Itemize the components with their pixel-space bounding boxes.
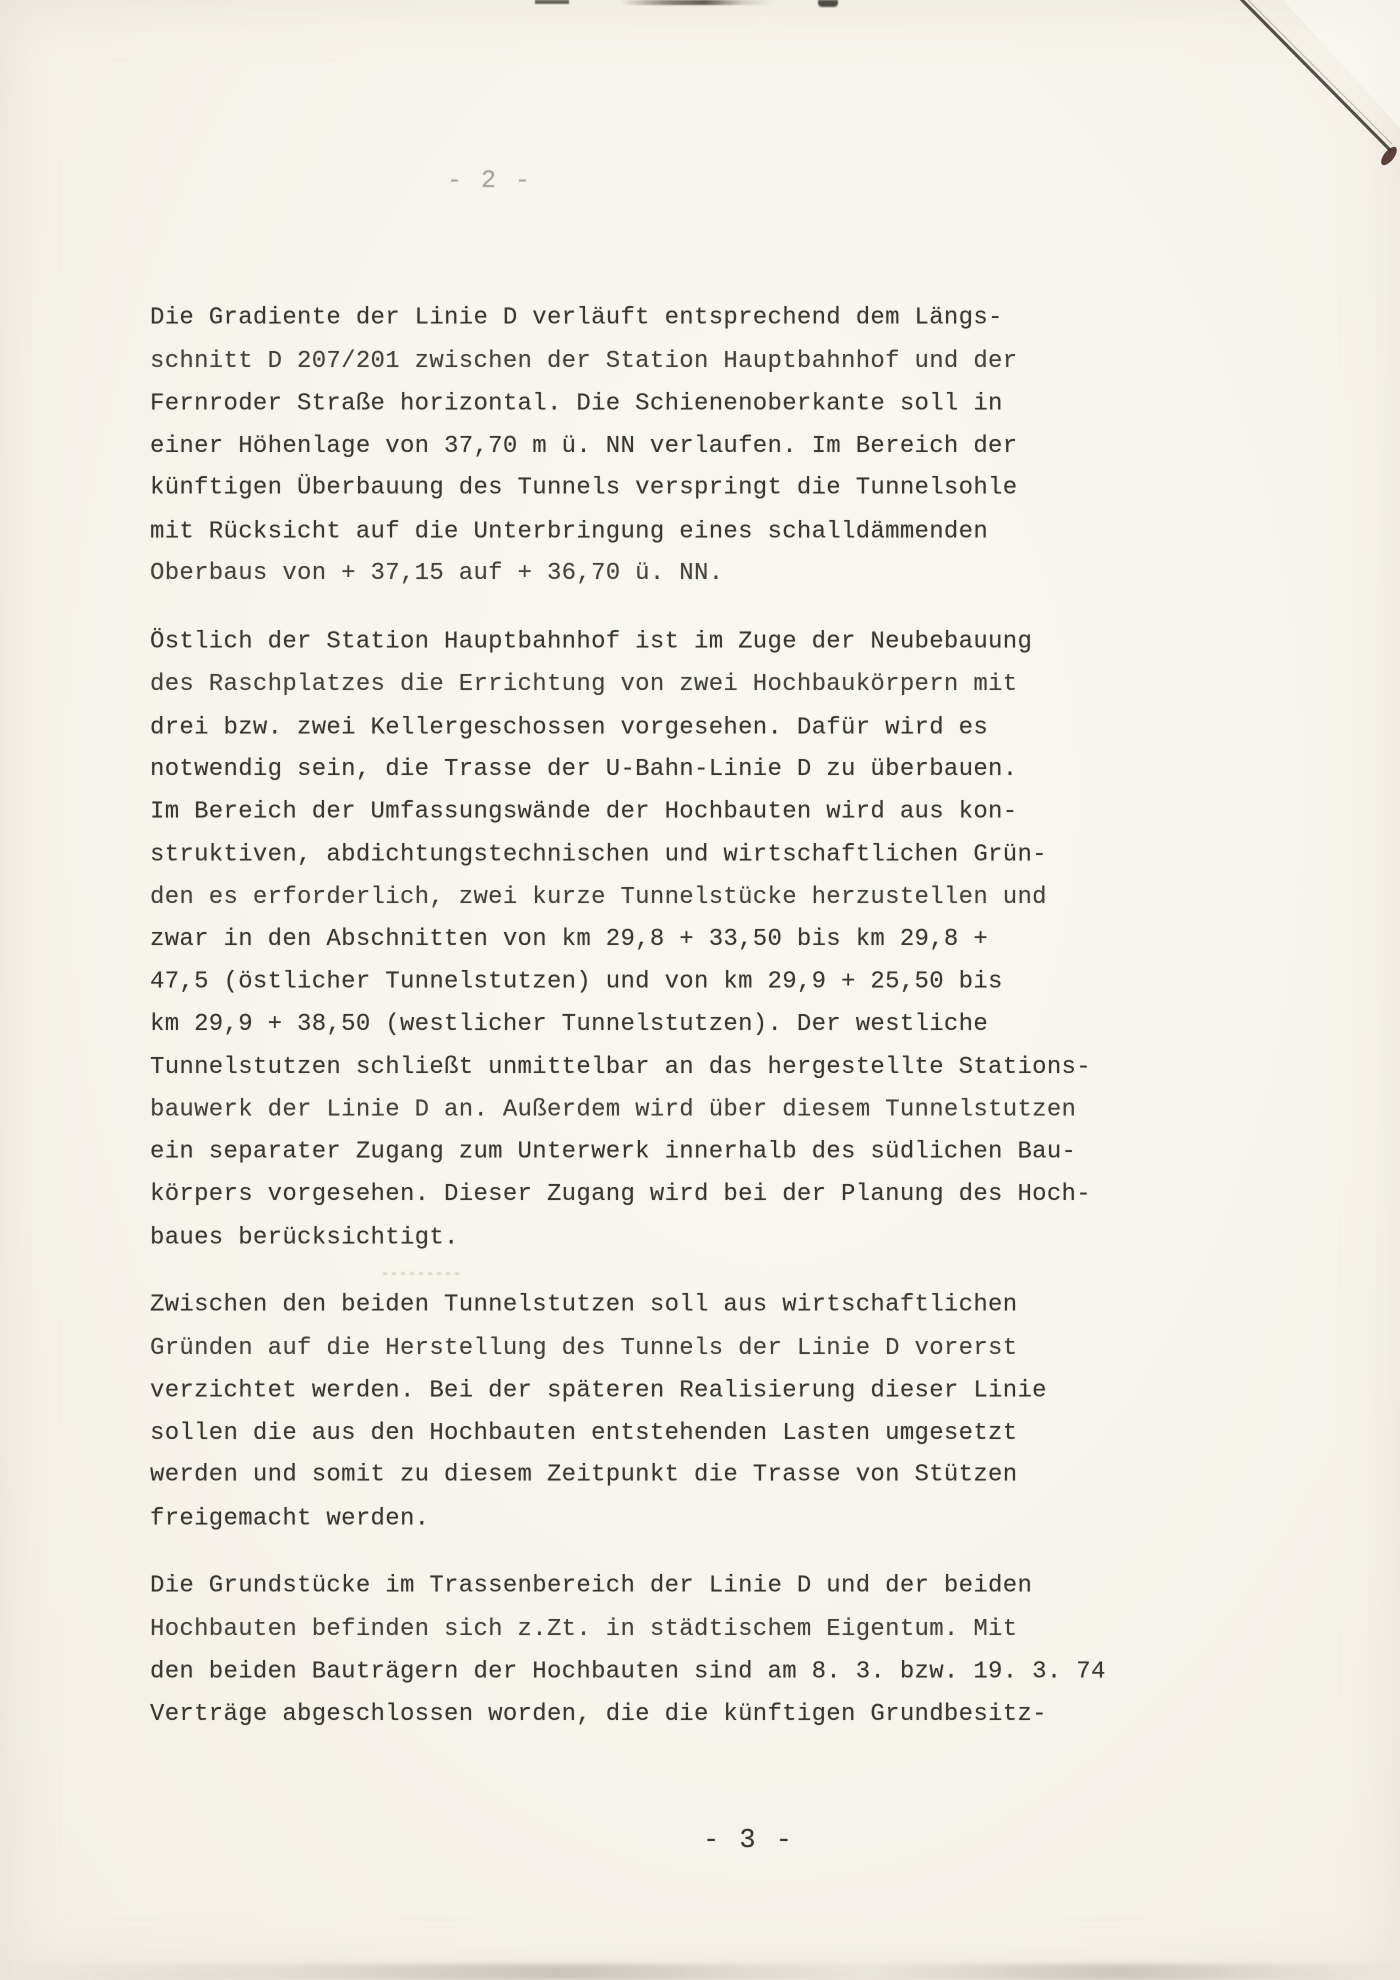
scan-smudge-top-right: [818, 0, 838, 7]
text-line: Hochbauten befinden sich z.Zt. in städtischem Eigentum. Mit: [150, 1615, 1018, 1643]
text-line: drei bzw. zwei Kellergeschossen vorgesehen. Dafür wird es: [150, 714, 989, 742]
text-line: km 29,9 + 38,50 (westlicher Tunnelstutzen). Der westliche: [150, 1011, 989, 1038]
text-line: freigemacht werden.: [150, 1505, 430, 1533]
page-number-top: - 2 -: [447, 166, 533, 195]
paragraph-tunnelstutzen: [150, 1285, 1250, 1540]
text-line: einer Höhenlage von 37,70 m ü. NN verlaufen. Im Bereich der: [150, 432, 1018, 460]
document-text: [150, 298, 1250, 1762]
page-number-bottom: - 3 -: [703, 1826, 795, 1856]
text-line: des Raschplatzes die Errichtung von zwei Hochbaukörpern mit: [150, 671, 1018, 698]
text-line: Im Bereich der Umfassungswände der Hochbauten wird aus kon-: [150, 798, 1018, 825]
text-line: notwendig sein, die Trasse der U-Bahn-Linie D zu überbauen.: [150, 756, 1018, 783]
text-line: bauwerk der Linie D an. Außerdem wird über diesem Tunnelstutzen: [150, 1096, 1077, 1124]
text-line: Gründen auf die Herstellung des Tunnels der Linie D vorerst: [150, 1334, 1018, 1362]
scan-smudge-top-left: [535, 0, 569, 4]
text-line: Die Gradiente der Linie D verläuft entsprechend dem Längs-: [150, 304, 1003, 332]
text-line: struktiven, abdichtungstechnischen und wirtschaftlichen Grün-: [150, 841, 1047, 869]
text-line: körpers vorgesehen. Dieser Zugang wird bei der Planung des Hoch-: [150, 1181, 1091, 1208]
text-line: Verträge abgeschlossen worden, die die künftigen Grundbesitz-: [150, 1700, 1047, 1728]
text-line: den beiden Bauträgern der Hochbauten sind am 8. 3. bzw. 19. 3. 74: [150, 1658, 1106, 1686]
paragraph-gradiente: [150, 298, 1250, 596]
text-line: Die Grundstücke im Trassenbereich der Linie D und der beiden: [150, 1572, 1033, 1600]
text-line: verzichtet werden. Bei der späteren Realisierung dieser Linie: [150, 1377, 1047, 1405]
text-line: ein separater Zugang zum Unterwerk innerhalb des südlichen Bau-: [150, 1138, 1077, 1165]
text-line: Östlich der Station Hauptbahnhof ist im Zuge der Neubebauung: [150, 628, 1033, 655]
text-line: zwar in den Abschnitten von km 29,8 + 33,50 bis km 29,8 +: [150, 926, 989, 953]
text-line: mit Rücksicht auf die Unterbringung eines schalldämmenden: [150, 518, 989, 546]
text-line: den es erforderlich, zwei kurze Tunnelstücke herzustellen und: [150, 883, 1047, 911]
text-line: schnitt D 207/201 zwischen der Station Hauptbahnhof und der: [150, 347, 1018, 375]
scan-scratch-diagonal-line: [1180, 0, 1400, 200]
text-line: künftigen Überbauung des Tunnels verspringt die Tunnelsohle: [150, 474, 1018, 502]
scan-corner-highlight: [1220, 0, 1400, 160]
text-line: Zwischen den beiden Tunnelstutzen soll aus wirtschaftlichen: [150, 1291, 1018, 1319]
text-line: baues berücksichtigt.: [150, 1224, 459, 1252]
scan-smudge-bottom-edge: [0, 1964, 1400, 1980]
scan-smudge-top-center: [620, 0, 772, 5]
text-line: sollen die aus den Hochbauten entstehenden Lasten umgesetzt: [150, 1419, 1018, 1447]
text-line: Fernroder Straße horizontal. Die Schienenoberkante soll in: [150, 390, 1003, 418]
text-line: 47,5 (östlicher Tunnelstutzen) und von km 29,9 + 25,50 bis: [150, 968, 1003, 995]
paragraph-neubebauung: [150, 622, 1250, 1260]
text-line: werden und somit zu diesem Zeitpunkt die Trasse von Stützen: [150, 1461, 1018, 1489]
text-line: Tunnelstutzen schließt unmittelbar an das hergestellte Stations-: [150, 1053, 1091, 1081]
paragraph-grundstuecke: [150, 1566, 1250, 1736]
text-line: Oberbaus von + 37,15 auf + 36,70 ü. NN.: [150, 560, 724, 587]
